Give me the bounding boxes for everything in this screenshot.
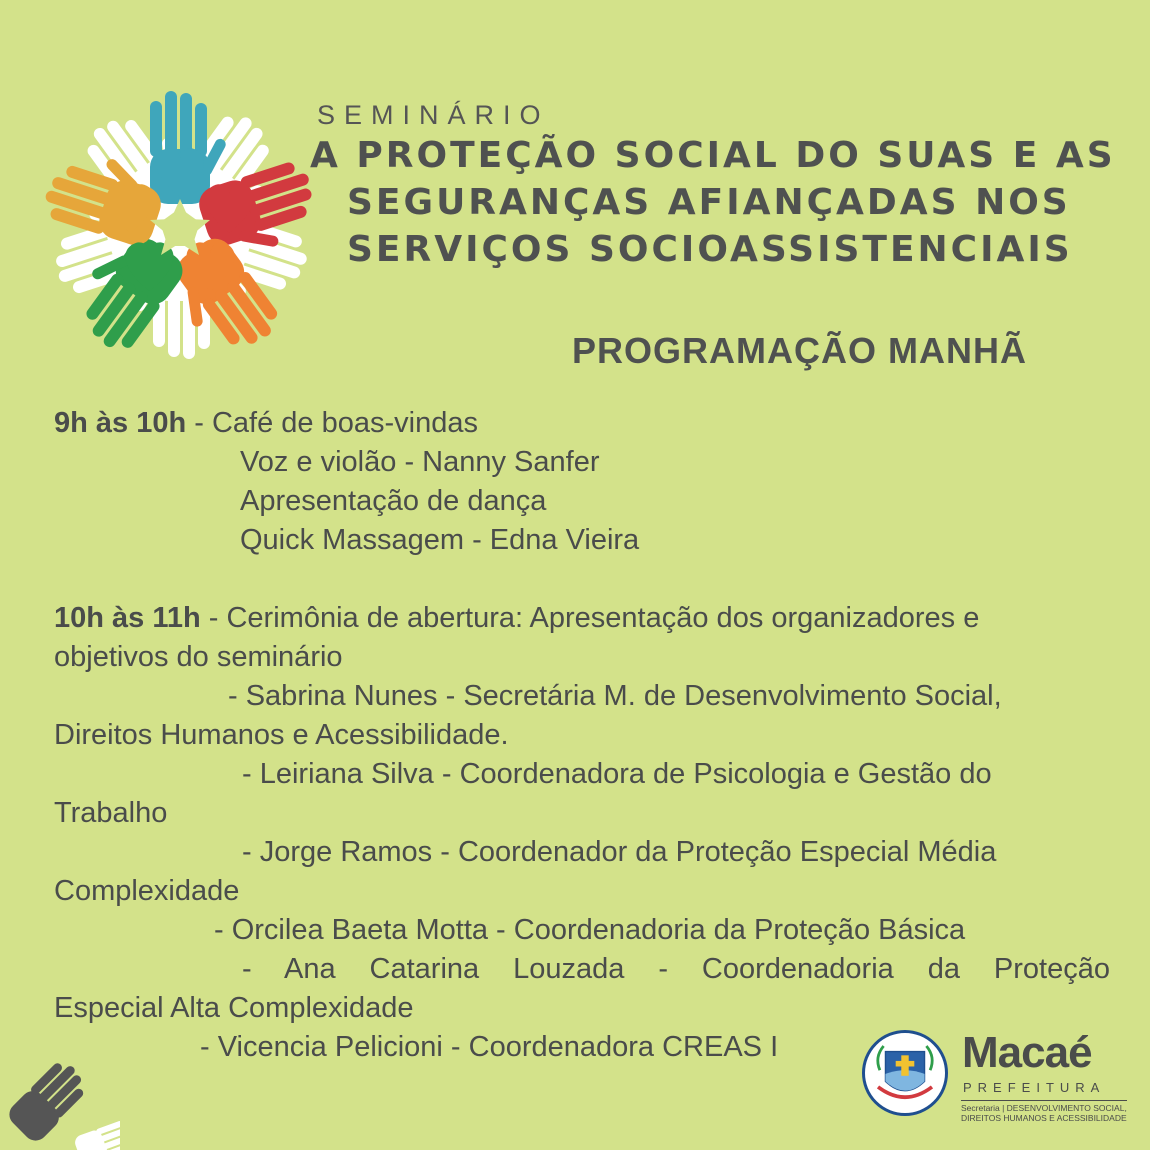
schedule-text: - Café de boas-vindas [186,407,478,439]
time-label: 9h às 10h [54,407,187,439]
title-line-2: SEGURANÇAS AFIANÇADAS NOS [347,182,1071,223]
schedule [54,404,1110,1067]
city-seal-icon [862,1030,948,1116]
schedule-item: Voz e violão - Nanny Sanfer [240,446,600,478]
speaker-line: - Leiriana Silva - Coordenadora de Psicologia e Gestão do [242,758,992,790]
hand-corner-icon [0,1030,120,1150]
speaker-line-cont: Direitos Humanos e Acessibilidade. [54,719,509,751]
speaker-line-cont: Complexidade [54,875,240,907]
speaker-line: - Sabrina Nunes - Secretária M. de Desenvolvimento Social, [228,680,1002,712]
macae-logo [862,1028,1127,1142]
speaker-line: - Jorge Ramos - Coordenador da Proteção Especial Média [242,836,997,868]
schedule-line [54,599,1110,638]
speaker-line: - Vicencia Pelicioni - Coordenadora CREAS I [200,1031,779,1063]
brand-sub: PREFEITURA [963,1080,1106,1095]
schedule-item: Apresentação de dança [240,485,547,517]
schedule-item: Quick Massagem - Edna Vieira [240,524,640,556]
schedule-text: - Cerimônia de abertura: Apresentação dos organizadores e [200,602,980,634]
schedule-text-cont: objetivos do seminário [54,641,343,673]
program-subtitle: PROGRAMAÇÃO MANHÃ [572,330,1027,371]
brand-name: Macaé [962,1028,1092,1077]
secretaria-line-2: DIREITOS HUMANOS E ACESSIBILIDADE [961,1113,1127,1123]
schedule-line [54,404,1110,443]
hands-heart-emblem-icon [30,78,330,380]
title-line-3: SERVIÇOS SOCIOASSISTENCIAIS [347,229,1073,270]
speaker-line: - Orcilea Baeta Motta - Coordenadoria da Proteção Básica [214,914,966,946]
time-label: 10h às 11h [54,602,201,634]
title-line-1: A PROTEÇÃO SOCIAL DO SUAS E AS [310,135,1116,176]
secretaria-line-1: Secretaria | DESENVOLVIMENTO SOCIAL, [961,1100,1127,1113]
page-title [310,132,1145,273]
speaker-line-cont: Trabalho [54,797,168,829]
seminar-kicker: SEMINÁRIO [317,100,550,130]
speaker-line: - Ana Catarina Louzada - Coordenadoria da Proteção [242,953,1110,985]
speaker-line-cont: Especial Alta Complexidade [54,992,414,1024]
